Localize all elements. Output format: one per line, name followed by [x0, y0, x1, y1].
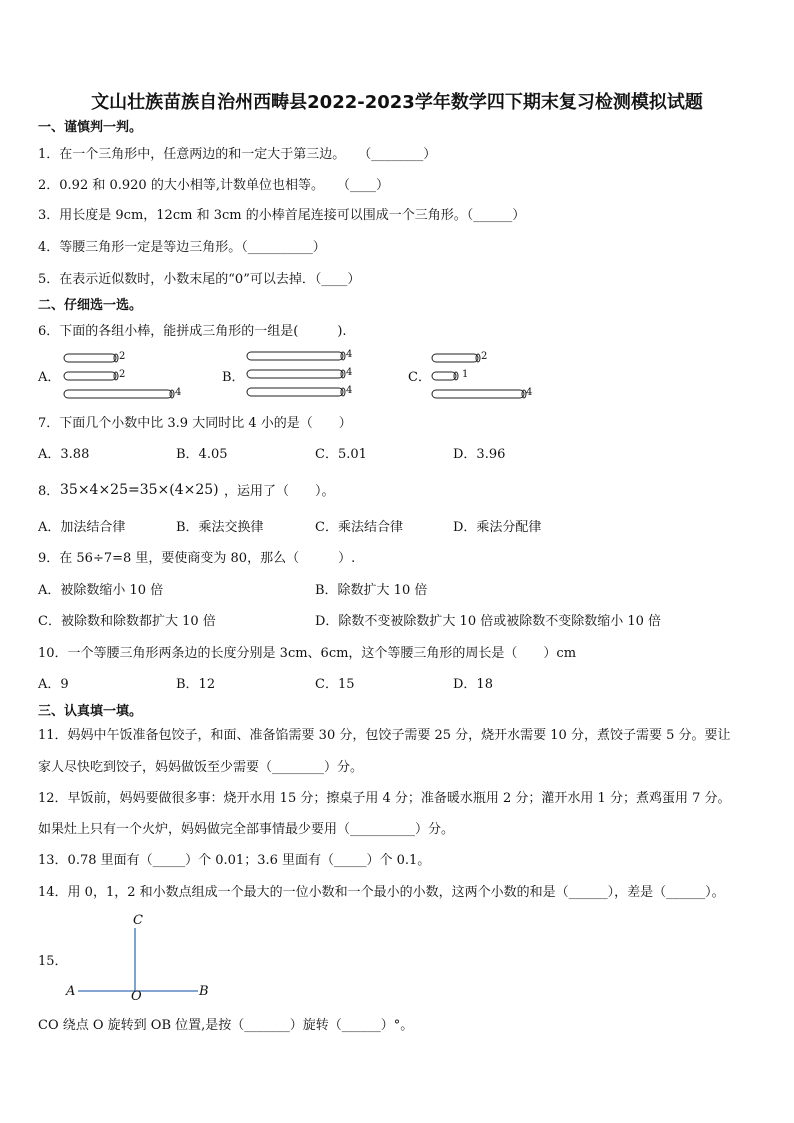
- q6-c-stick1-length: 2: [481, 351, 488, 362]
- section-heading-1: 一、谨慎判一判。: [38, 120, 143, 135]
- question-1: 1．在一个三角形中，任意两边的和一定大于第三边。 （________）: [38, 147, 437, 162]
- q9-option-b: B．除数扩大 10 倍: [315, 583, 428, 598]
- q7-option-d: D．3.96: [453, 447, 506, 462]
- q10-option-d: D．18: [453, 677, 493, 692]
- q6-option-a-label: A．: [38, 370, 61, 385]
- q6-a-stick2-length: 2: [119, 369, 126, 380]
- q10-option-c: C．15: [315, 677, 355, 692]
- question-3: 3．用长度是 9cm，12cm 和 3cm 的小棒首尾连接可以围成一个三角形。（______）: [38, 208, 526, 223]
- q7-option-c: C．5.01: [315, 447, 367, 462]
- q8-option-b: B．乘法交换律: [176, 520, 264, 535]
- question-12-line-1: 12．早饭前，妈妈要做很多事：烧开水用 15 分；擦桌子用 4 分；准备暖水瓶用 2 分；灌开水用 1 分；煮鸡蛋用 7 分。: [38, 791, 731, 806]
- question-15-number: 15．: [38, 954, 68, 969]
- question-2: 2．0.92 和 0.920 的大小相等,计数单位也相等。 （____）: [38, 178, 389, 193]
- q6-option-b-sticks: [243, 348, 353, 400]
- question-13: 13．0.78 里面有（_____）个 0.01；3.6 里面有（_____）个 0.1。: [38, 853, 431, 868]
- section-heading-2: 二、仔细选一选。: [38, 298, 143, 313]
- q6-a-stick1-length: 2: [119, 351, 126, 362]
- q15-label-a: A: [66, 984, 76, 999]
- q15-label-o: O: [131, 989, 142, 1004]
- question-10-stem: 10．一个等腰三角形两条边的长度分别是 3cm、6cm，这个等腰三角形的周长是（ ）cm: [38, 646, 577, 661]
- question-7-stem: 7．下面几个小数中比 3.9 大同时比 4 小的是（ ）: [38, 416, 352, 431]
- question-11-line-1: 11．妈妈中午饭准备包饺子，和面、准备馅需要 30 分，包饺子需要 25 分，烧开水需要 10 分，煮饺子需要 5 分。要让: [38, 728, 731, 743]
- question-14: 14．用 0，1，2 和小数点组成一个最大的一位小数和一个最小的小数，这两个小数的和是（______），差是（______）。: [38, 885, 725, 900]
- q15-label-c: C: [133, 913, 143, 928]
- q9-option-c: C．被除数和除数都扩大 10 倍: [38, 614, 216, 629]
- q15-label-b: B: [199, 984, 209, 999]
- question-15-text: CO 绕点 O 旋转到 OB 位置,是按（_______）旋转（______）°。: [38, 1018, 414, 1033]
- q7-option-a: A．3.88: [38, 447, 90, 462]
- q6-b-stick3-length: 4: [346, 385, 353, 396]
- question-8-expression: 35×4×25=35×(4×25): [60, 482, 219, 498]
- question-12-line-2: 如果灶上只有一个火炉，妈妈做完全部事情最少要用（__________）分。: [38, 822, 455, 837]
- q6-a-stick3-length: 4: [175, 387, 182, 398]
- q6-b-stick2-length: 4: [346, 367, 353, 378]
- q9-option-d: D．除数不变被除数扩大 10 倍或被除数不变除数缩小 10 倍: [315, 614, 662, 629]
- page-title: 文山壮族苗族自治州西畴县2022-2023学年数学四下期末复习检测模拟试题: [91, 92, 703, 113]
- q9-option-a: A．被除数缩小 10 倍: [38, 583, 164, 598]
- q8-option-d: D．乘法分配律: [453, 520, 542, 535]
- q6-c-stick2-length: 1: [462, 369, 469, 380]
- q10-option-a: A．9: [38, 677, 69, 692]
- question-8-number: 8．: [38, 484, 60, 499]
- question-8-rest: ，运用了（ ）。: [224, 484, 335, 499]
- question-4: 4．等腰三角形一定是等边三角形。（__________）: [38, 240, 326, 255]
- q6-option-b-label: B．: [222, 370, 245, 385]
- q10-option-b: B．12: [176, 677, 216, 692]
- section-heading-3: 三、认真填一填。: [38, 704, 143, 719]
- question-5: 5．在表示近似数时，小数末尾的“0”可以去掉．（____）: [38, 272, 361, 287]
- question-6-stem: 6．下面的各组小棒，能拼成三角形的一组是( ).: [38, 324, 347, 339]
- q6-option-c-label: C．: [408, 370, 431, 385]
- q8-option-a: A．加法结合律: [38, 520, 126, 535]
- question-9-stem: 9．在 56÷7=8 里，要使商变为 80，那么（ ）.: [38, 551, 356, 566]
- question-11-line-2: 家人尽快吃到饺子，妈妈做饭至少需要（________）分。: [38, 760, 364, 775]
- q8-option-c: C．乘法结合律: [315, 520, 403, 535]
- q6-b-stick1-length: 4: [346, 349, 353, 360]
- q6-c-stick3-length: 4: [526, 387, 533, 398]
- q7-option-b: B．4.05: [176, 447, 228, 462]
